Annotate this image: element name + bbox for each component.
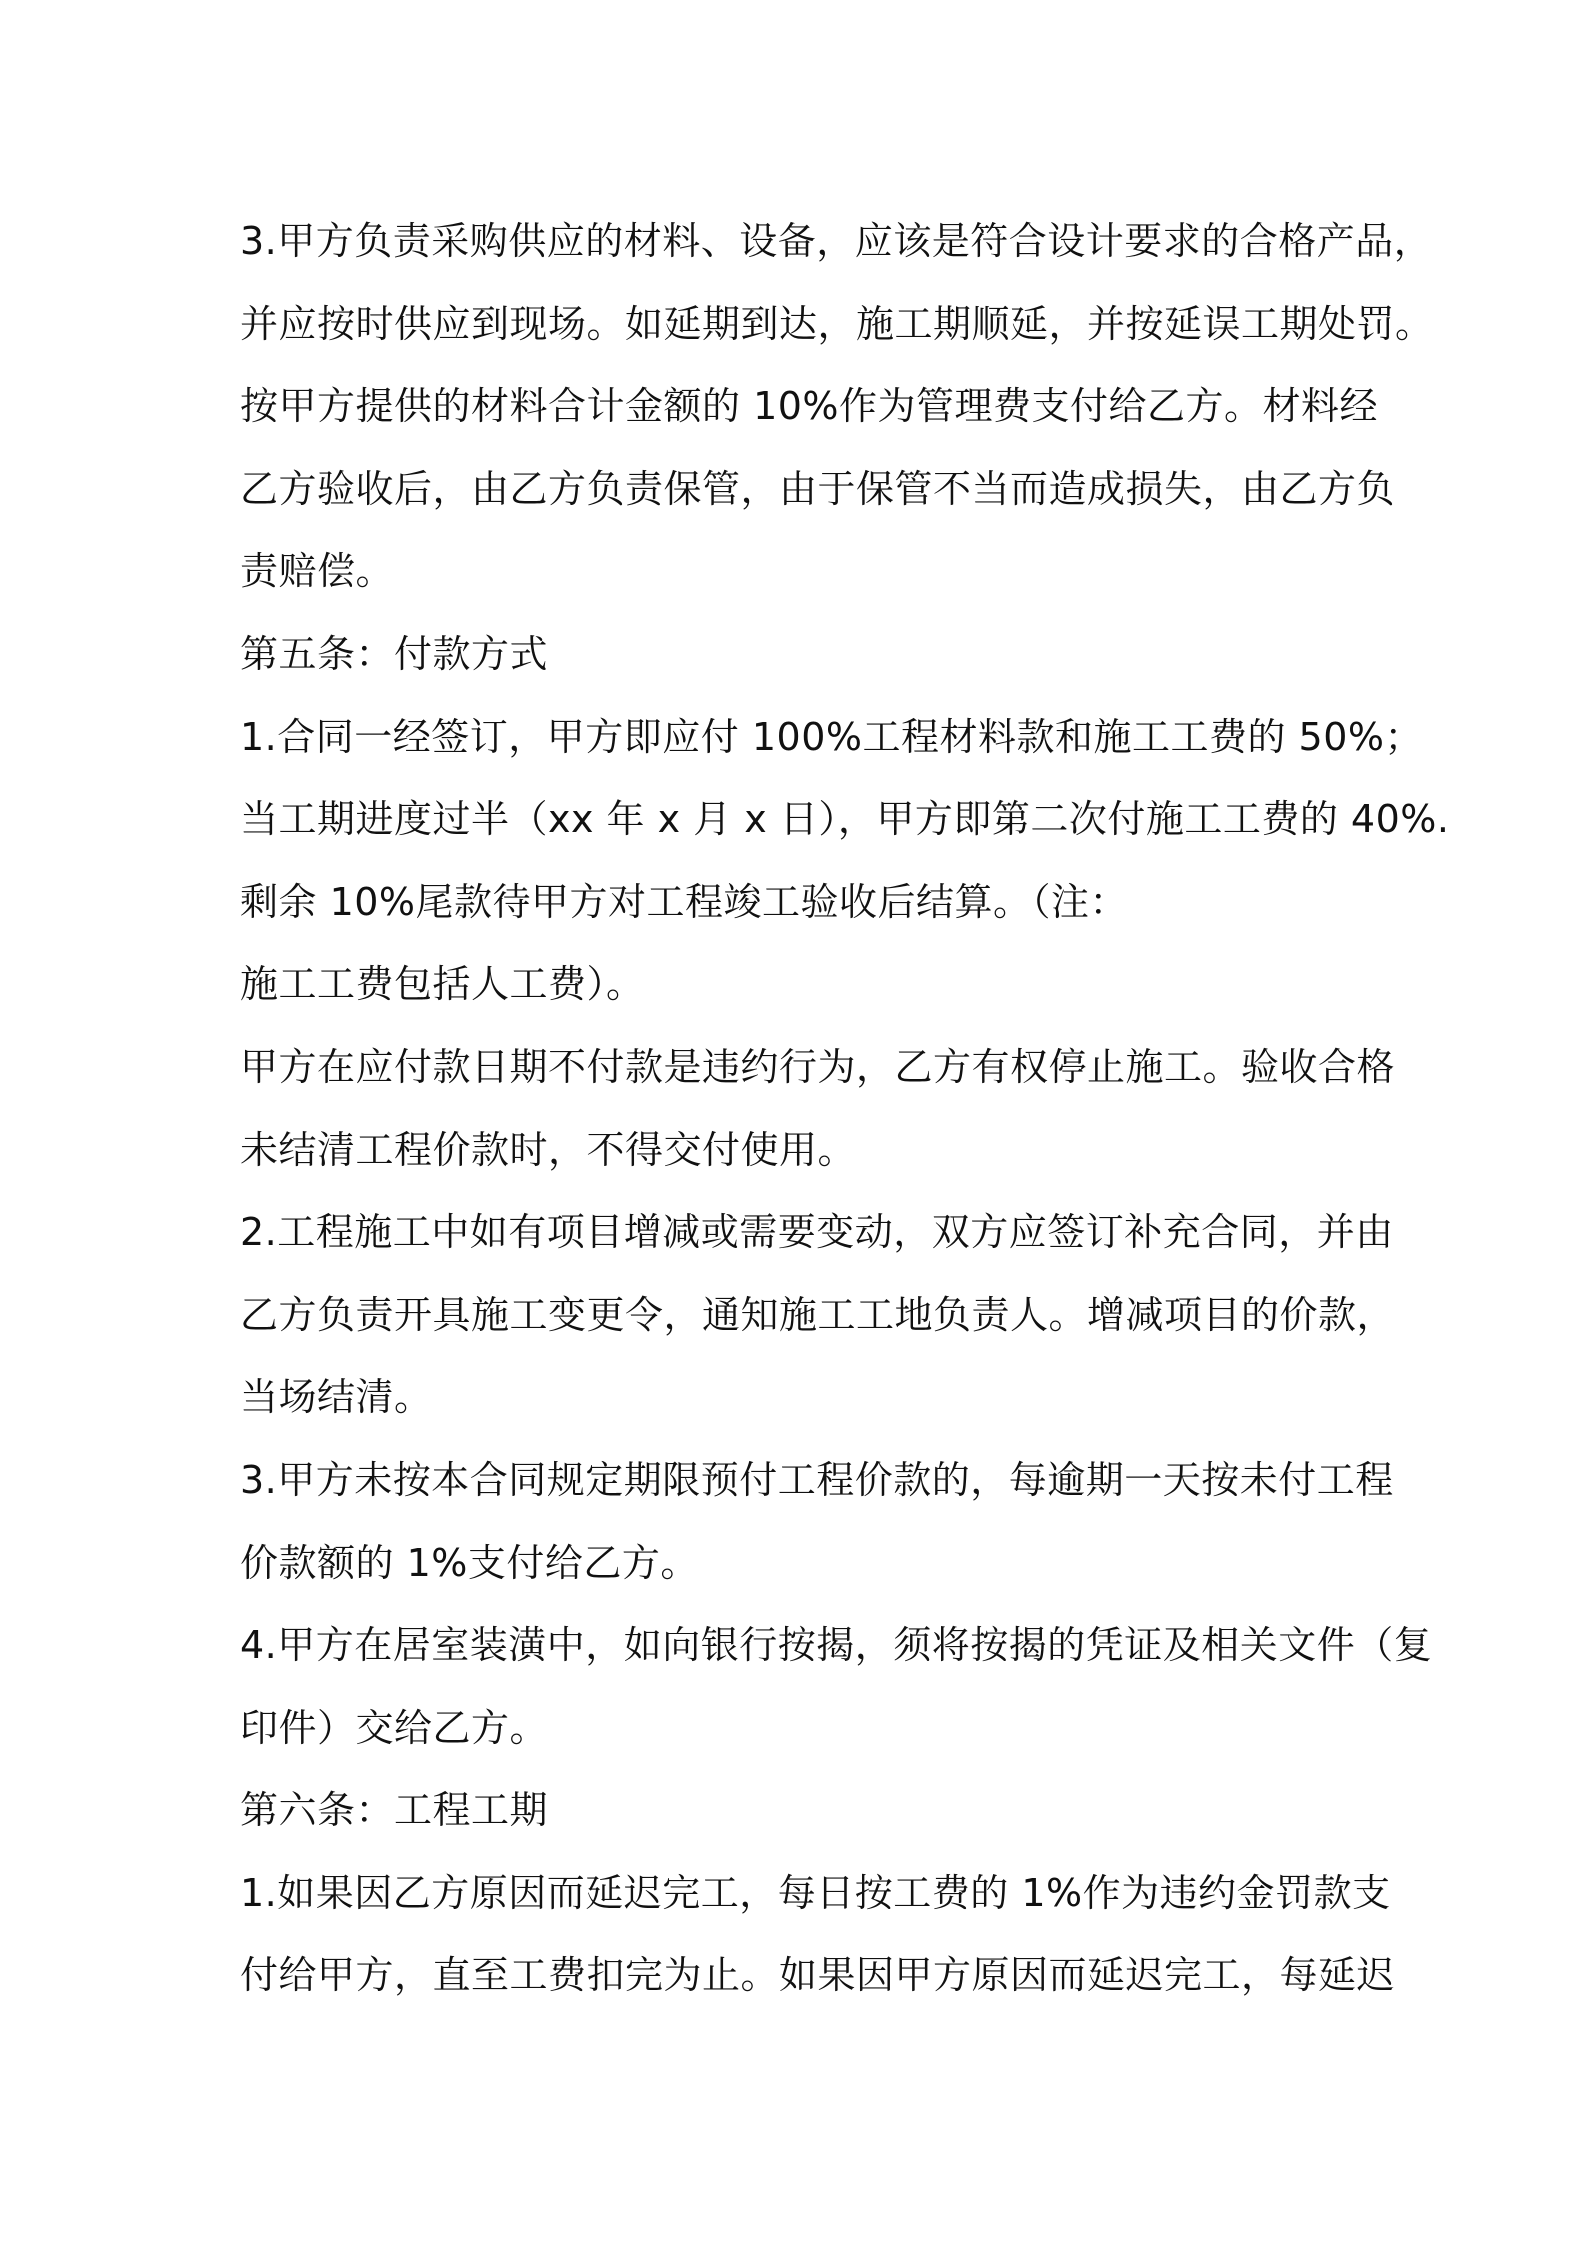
text-line: 未结清工程价款时，不得交付使用。 bbox=[240, 1127, 857, 1172]
text-line: 3.甲方未按本合同规定期限预付工程价款的，每逾期一天按未付工程 bbox=[240, 1457, 1394, 1502]
text-line: 当场结清。 bbox=[240, 1375, 433, 1420]
text-line: 乙方验收后，由乙方负责保管，由于保管不当而造成损失，由乙方负 bbox=[240, 466, 1396, 511]
text-line: 施工工费包括人工费）。 bbox=[240, 962, 645, 1007]
text-line: 1.如果因乙方原因而延迟完工，每日按工费的 1%作为违约金罚款支 bbox=[240, 1870, 1391, 1915]
text-line: 剩余 10%尾款待甲方对工程竣工验收后结算。（注： bbox=[240, 879, 1129, 924]
text-line: 4.甲方在居室装潢中，如向银行按揭，须将按揭的凭证及相关文件（复 bbox=[240, 1623, 1433, 1668]
text-line: 当工期进度过半（xx 年 x 月 x 日），甲方即第二次付施工工费的 40%. bbox=[240, 797, 1450, 842]
text-line: 付给甲方，直至工费扣完为止。如果因甲方原因而延迟完工，每延迟 bbox=[240, 1953, 1396, 1998]
text-line: 印件）交给乙方。 bbox=[240, 1705, 549, 1750]
text-line: 2.工程施工中如有项目增减或需要变动，双方应签订补充合同，并由 bbox=[240, 1210, 1394, 1255]
text-line: 责赔偿。 bbox=[240, 549, 395, 594]
text-line: 并应按时供应到现场。如延期到达，施工期顺延，并按延误工期处罚。 bbox=[240, 301, 1434, 346]
text-line: 乙方负责开具施工变更令，通知施工工地负责人。增减项目的价款， bbox=[240, 1292, 1396, 1337]
document-body bbox=[240, 200, 1450, 2017]
section-heading: 第五条：付款方式 bbox=[240, 631, 549, 676]
text-line: 甲方在应付款日期不付款是违约行为，乙方有权停止施工。验收合格 bbox=[240, 1044, 1396, 1089]
text-line: 1.合同一经签订，甲方即应付 100%工程材料款和施工工费的 50%； bbox=[240, 714, 1424, 759]
text-line: 价款额的 1%支付给乙方。 bbox=[240, 1540, 699, 1585]
text-line: 按甲方提供的材料合计金额的 10%作为管理费支付给乙方。材料经 bbox=[240, 384, 1379, 429]
text-line: 3.甲方负责采购供应的材料、设备，应该是符合设计要求的合格产品， bbox=[240, 219, 1433, 263]
section-heading: 第六条：工程工期 bbox=[240, 1788, 549, 1833]
